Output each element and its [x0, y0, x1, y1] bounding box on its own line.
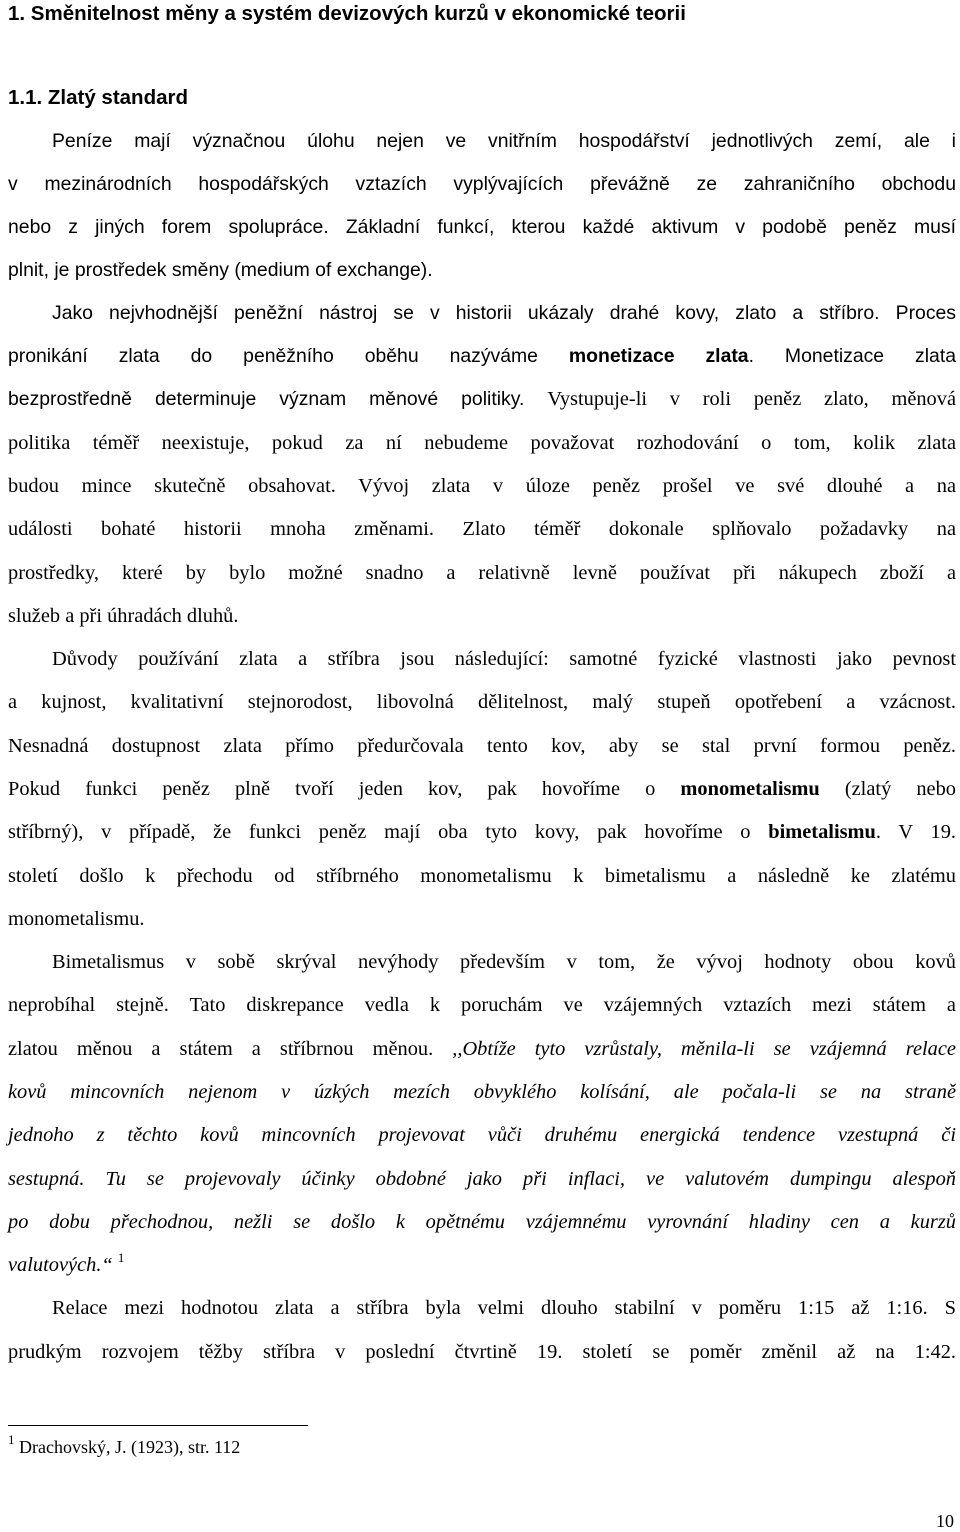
- paragraph-line: monometalismu.: [8, 908, 145, 930]
- paragraph-line: [8, 213, 956, 241]
- paragraph-line: Důvody používání zlata a stříbra jsou následující: samotné fyzické vlastnosti jako pevnost: [52, 648, 956, 670]
- paragraph-line: prostředky, které by bylo možné snadno a relativně levně používat při nákupech zboží a: [8, 562, 956, 584]
- footnote-text: Drachovský, J. (1923), str. 112: [19, 1437, 241, 1457]
- text-span: Jako nejvhodnější peněžní nástroj se v historii ukázaly drahé kovy, zlato a stříbro.: [52, 302, 880, 324]
- text-span: Proces: [895, 302, 956, 324]
- paragraph-line: služeb a při úhradách dluhů.: [8, 605, 239, 627]
- paragraph-line: a kujnost, kvalitativní stejnorodost, libovolná dělitelnost, malý stupeň opotřebení a vzácnost.: [8, 691, 956, 713]
- paragraph-line: [8, 818, 956, 846]
- page-number: 10: [936, 1511, 954, 1531]
- quote-line: sestupná. Tu se projevovaly účinky obdobné jako při inflaci, ve valutovém dumpingu alespoň: [8, 1168, 956, 1190]
- paragraph-line: Nesnadná dostupnost zlata přímo předurčovala tento kov, aby se stal první formou peněz.: [8, 735, 956, 757]
- paragraph-line: plnit, je prostředek směny (medium of exchange).: [8, 259, 433, 281]
- chapter-heading: 1. Směnitelnost měny a systém devizových kurzů v ekonomické teorii: [8, 2, 686, 25]
- text-span: . Monetizace zlata: [748, 345, 957, 367]
- footnote-divider: [8, 1425, 308, 1426]
- paragraph-line: [8, 342, 956, 370]
- text-span: zlatou měnou a státem a stříbrnou měnou.: [8, 1038, 434, 1060]
- text-span: nebo z jiných forem spolupráce.: [8, 216, 329, 238]
- paragraph-line: [8, 385, 956, 413]
- text-span: . V 19.: [875, 821, 956, 843]
- quote-span: ,,Obtíže tyto vzrůstaly, měnila-li se vzájemná relace: [452, 1038, 956, 1060]
- paragraph-line: století došlo k přechodu od stříbrného monometalismu k bimetalismu a následně ke zlatému: [8, 865, 956, 887]
- quote-line: jednoho z těchto kovů mincovních projevovat vůči druhému energická tendence vzestupná či: [8, 1124, 956, 1146]
- term-monometalismus: monometalismu: [680, 778, 820, 800]
- paragraph-line: Relace mezi hodnotou zlata a stříbra byla velmi dlouho stabilní v poměru 1:15 až 1:16. S: [52, 1297, 956, 1319]
- paragraph-line: [52, 299, 956, 327]
- paragraph-line: události bohaté historii mnoha změnami. Zlato téměř dokonale splňovalo požadavky na: [8, 518, 956, 540]
- text-span: bezprostředně determinuje význam měnové politiky.: [8, 388, 525, 410]
- footnote-reference[interactable]: 1: [117, 1250, 125, 1265]
- footnote-marker: 1: [8, 1432, 15, 1447]
- paragraph-line: budou mince skutečně obsahovat. Vývoj zlata v úloze peněz prošel ve své dlouhé a na: [8, 475, 956, 497]
- term-monetizace: monetizace zlata: [568, 345, 749, 367]
- text-span: stříbrný), v případě, že funkci peněz mají oba tyto kovy, pak hovoříme o: [8, 821, 751, 843]
- paragraph-line: [8, 775, 956, 803]
- quote-line: kovů mincovních nejenom v úzkých mezích obvyklého kolísání, ale počala-li se na straně: [8, 1081, 956, 1103]
- paragraph-line: neprobíhal stejně. Tato diskrepance vedla k poruchám ve vzájemných vztazích mezi státem a: [8, 994, 956, 1016]
- paragraph-line: v mezinárodních hospodářských vztazích vyplývajících převážně ze zahraničního obchodu: [8, 173, 956, 195]
- paragraph-line: Peníze mají význačnou úlohu nejen ve vnitřním hospodářství jednotlivých zemí, ale i: [52, 130, 956, 152]
- footnote: [8, 1434, 240, 1460]
- paragraph-line: [8, 1035, 956, 1063]
- text-span: Vystupuje-li v roli peněz zlato, měnová: [547, 388, 957, 410]
- term-bimetalismus: bimetalismu: [768, 821, 876, 843]
- quote-line: po dobu přechodnou, nežli se došlo k opětnému vzájemnému vyrovnání hladiny cen a kurzů: [8, 1211, 956, 1233]
- text-span: (zlatý nebo: [844, 778, 956, 800]
- section-title: 1.1. Zlatý standard: [8, 86, 189, 109]
- paragraph-line: politika téměř neexistuje, pokud za ní nebudeme považovat rozhodování o tom, kolik zlata: [8, 432, 956, 454]
- text-span: Základní funkcí, kterou každé aktivum v podobě peněz musí: [345, 216, 956, 238]
- paragraph-line: prudkým rozvojem těžby stříbra v poslední čtvrtině 19. století se poměr změnil až na 1:42.: [8, 1341, 956, 1363]
- paragraph-line: Bimetalismus v sobě skrýval nevýhody především v tom, že vývoj hodnoty obou kovů: [52, 951, 956, 973]
- text-span: pronikání zlata do peněžního oběhu nazýváme: [8, 345, 538, 367]
- quote-line: [8, 1251, 956, 1279]
- text-span: valutových.“: [8, 1254, 113, 1276]
- text-span: Pokud funkci peněz plně tvoří jeden kov, pak hovoříme o: [8, 778, 656, 800]
